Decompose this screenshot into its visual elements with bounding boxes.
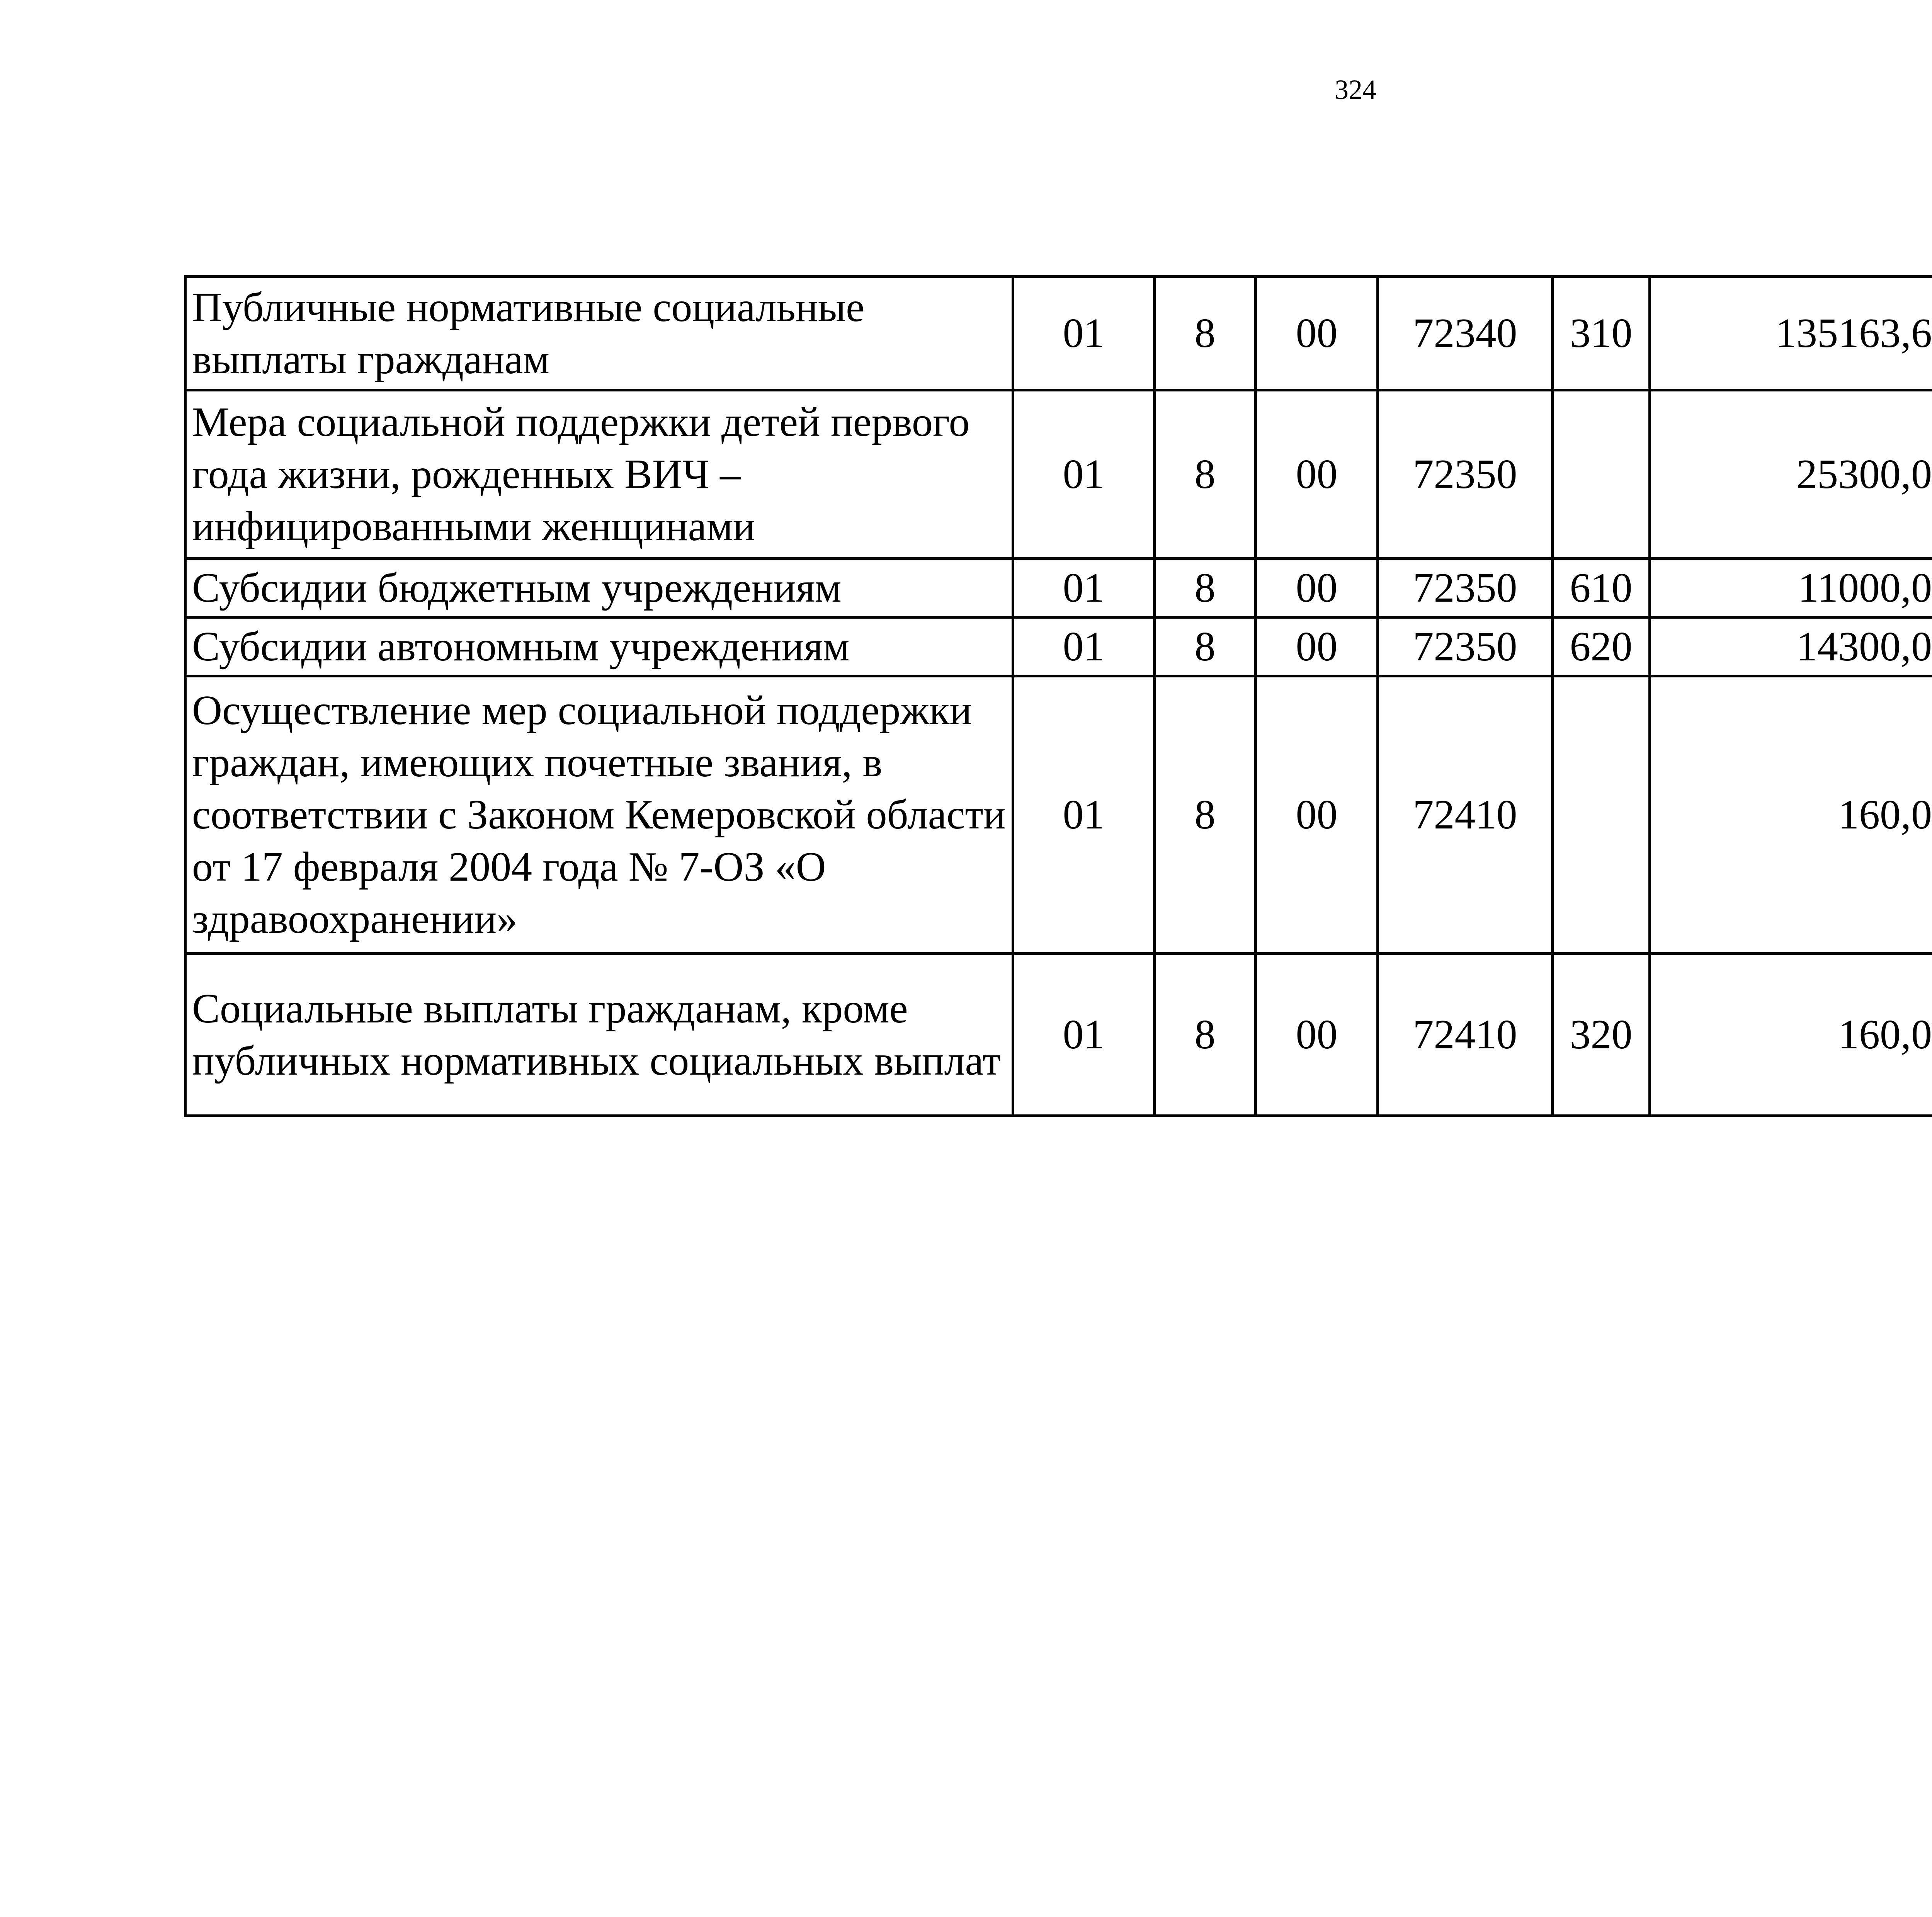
row-code-2: 8 (1155, 617, 1256, 676)
row-code-2: 8 (1155, 559, 1256, 617)
row-code-3: 00 (1256, 954, 1378, 1116)
budget-table (184, 275, 1932, 1117)
row-code-4: 72350 (1378, 559, 1553, 617)
row-code-1: 01 (1013, 676, 1155, 954)
row-code-2: 8 (1155, 954, 1256, 1116)
row-code-3: 00 (1256, 559, 1378, 617)
row-code-4: 72350 (1378, 617, 1553, 676)
table-row (185, 390, 1932, 559)
row-code-1: 01 (1013, 617, 1155, 676)
row-code-4: 72410 (1378, 954, 1553, 1116)
row-code-1: 01 (1013, 277, 1155, 390)
row-name: Осуществление мер социальной поддержки граждан, имеющих почетные звания, в соответствии с Законом Кемеровской области от 17 февраля 2004 года № 7-ОЗ «О здравоохранении» (185, 676, 1013, 954)
table-row (185, 617, 1932, 676)
row-value-1: 160,0 (1650, 954, 1932, 1116)
row-code-3: 00 (1256, 277, 1378, 390)
row-code-3: 00 (1256, 617, 1378, 676)
row-value-1: 25300,0 (1650, 390, 1932, 559)
row-name: Социальные выплаты гражданам, кроме публичных нормативных социальных выплат (185, 954, 1013, 1116)
row-code-2: 8 (1155, 277, 1256, 390)
row-code-3: 00 (1256, 390, 1378, 559)
row-code-4: 72340 (1378, 277, 1553, 390)
row-value-1: 135163,6 (1650, 277, 1932, 390)
row-name: Публичные нормативные социальные выплаты гражданам (185, 277, 1013, 390)
row-code-5: 320 (1553, 954, 1650, 1116)
table-row (185, 559, 1932, 617)
row-code-4: 72410 (1378, 676, 1553, 954)
row-code-5: 310 (1553, 277, 1650, 390)
row-code-3: 00 (1256, 676, 1378, 954)
row-value-1: 14300,0 (1650, 617, 1932, 676)
row-code-1: 01 (1013, 559, 1155, 617)
row-code-2: 8 (1155, 390, 1256, 559)
row-code-5: 620 (1553, 617, 1650, 676)
row-value-1: 11000,0 (1650, 559, 1932, 617)
page-number: 324 (1335, 74, 1376, 105)
row-code-1: 01 (1013, 390, 1155, 559)
row-value-1: 160,0 (1650, 676, 1932, 954)
row-code-5: 610 (1553, 559, 1650, 617)
table-row (185, 676, 1932, 954)
row-name: Мера социальной поддержки детей первого года жизни, рожденных ВИЧ – инфицированными женщинами (185, 390, 1013, 559)
row-code-5 (1553, 390, 1650, 559)
row-code-1: 01 (1013, 954, 1155, 1116)
table-row (185, 277, 1932, 390)
table-row (185, 954, 1932, 1116)
row-code-4: 72350 (1378, 390, 1553, 559)
row-name: Субсидии автономным учреждениям (185, 617, 1013, 676)
row-name: Субсидии бюджетным учреждениям (185, 559, 1013, 617)
row-code-2: 8 (1155, 676, 1256, 954)
row-code-5 (1553, 676, 1650, 954)
